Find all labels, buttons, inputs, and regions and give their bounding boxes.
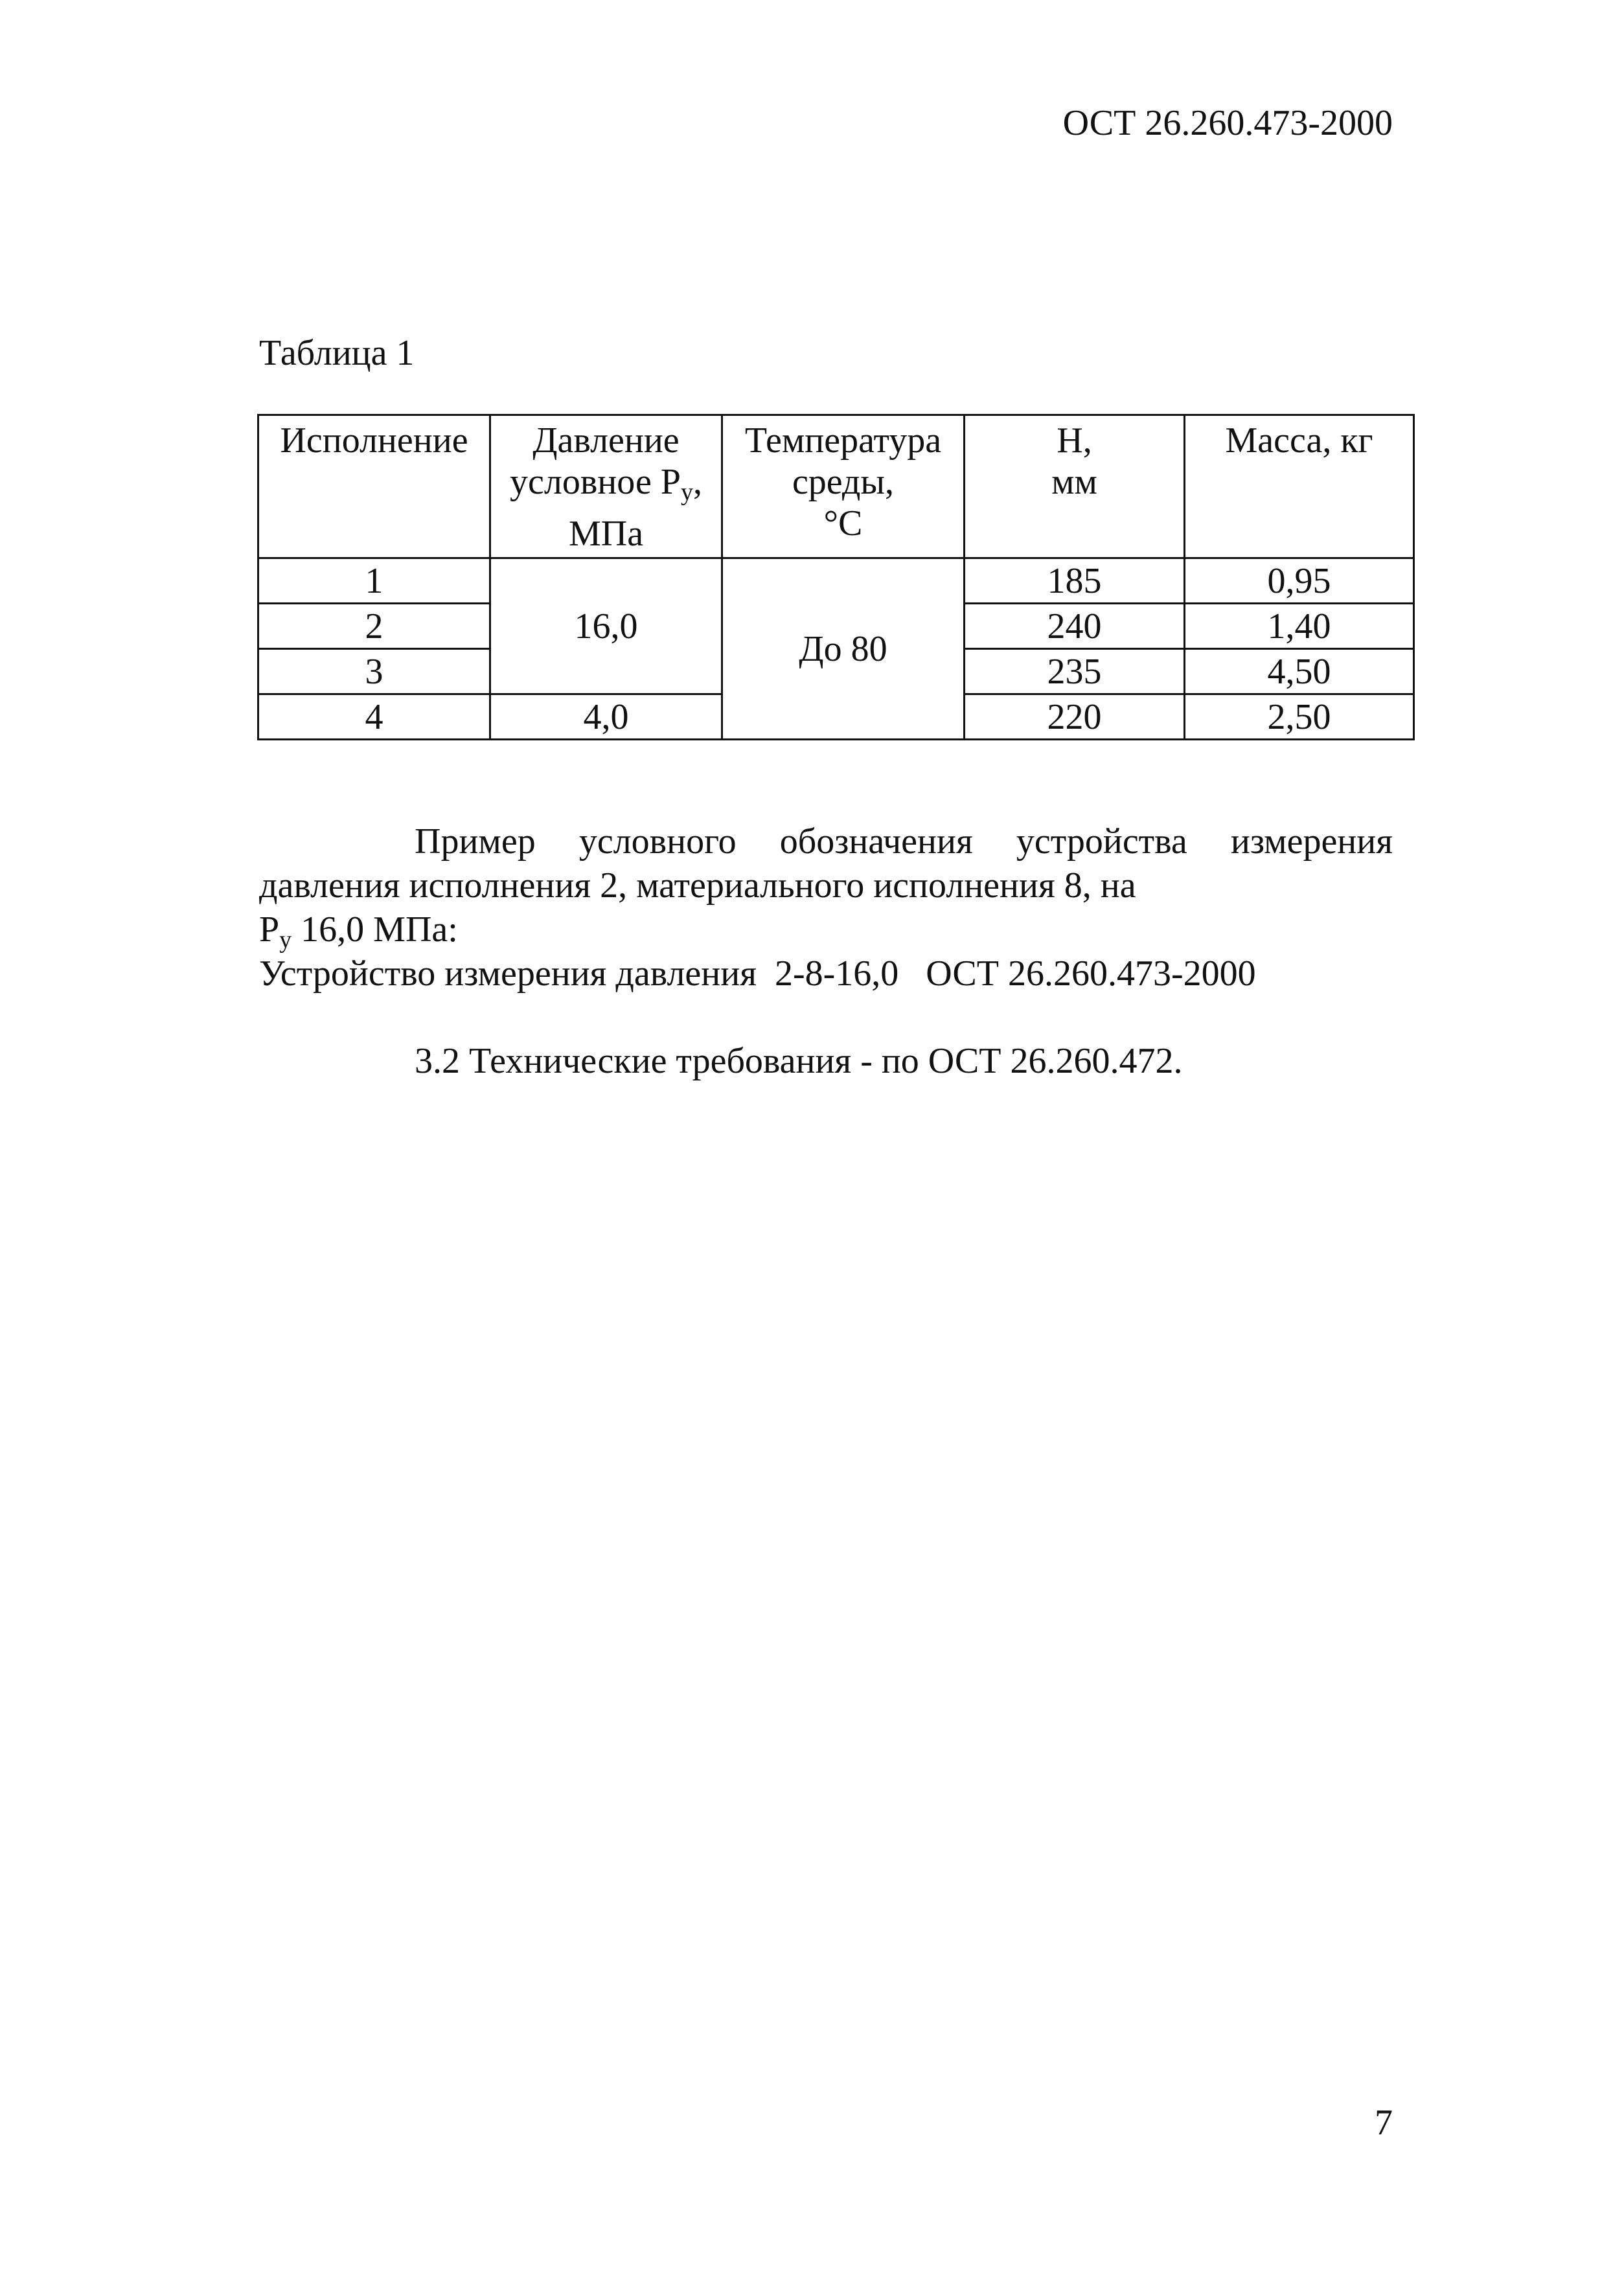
cell-mass: 0,95 xyxy=(1185,558,1414,604)
table-row xyxy=(258,558,1414,604)
cell-height: 240 xyxy=(965,604,1185,649)
cell-pressure-group-1: 16,0 xyxy=(490,558,722,694)
cell-mass: 1,40 xyxy=(1185,604,1414,649)
pressure-value: 16,0 МПа: xyxy=(292,909,458,950)
temperature-header-unit: °С xyxy=(823,503,863,543)
temperature-header-line-2: среды, xyxy=(792,462,895,502)
cell-execution: 3 xyxy=(258,649,490,694)
pressure-header-line-2 xyxy=(510,462,702,506)
cell-mass: 4,50 xyxy=(1185,649,1414,694)
pressure-header-line-1: Давление xyxy=(532,420,680,461)
pressure-symbol: P xyxy=(259,909,280,950)
cell-mass: 2,50 xyxy=(1185,694,1414,740)
designation-example-text: Пример условного обозначения устройства измерения давления исполнения 2, материального исполнения 8, на xyxy=(259,821,1393,906)
cell-execution: 2 xyxy=(258,604,490,649)
column-header-mass xyxy=(1185,415,1414,558)
designation-example-pressure xyxy=(259,909,458,954)
pressure-subscript: y xyxy=(279,926,292,954)
height-header-line-1: H, xyxy=(1057,420,1092,461)
height-header-unit: мм xyxy=(1051,462,1097,502)
column-header-temperature xyxy=(722,415,965,558)
column-header-height xyxy=(965,415,1185,558)
table-header-row xyxy=(258,415,1414,558)
specifications-table xyxy=(257,414,1415,740)
pressure-header-subscript: y xyxy=(680,479,693,506)
cell-execution: 1 xyxy=(258,558,490,604)
cell-temperature: До 80 xyxy=(722,558,965,740)
cell-height: 185 xyxy=(965,558,1185,604)
document-code: ОСТ 26.260.473-2000 xyxy=(1062,103,1393,143)
designation-line: Устройство измерения давления 2-8-16,0 ОСТ 26.260.473-2000 xyxy=(259,954,1256,994)
cell-execution: 4 xyxy=(258,694,490,740)
page-number: 7 xyxy=(1375,2103,1393,2143)
column-header-execution-label: Исполнение xyxy=(280,420,468,461)
technical-requirements-paragraph: 3.2 Технические требования - по ОСТ 26.260.472. xyxy=(415,1041,1183,1081)
table-caption: Таблица 1 xyxy=(259,333,415,373)
pressure-header-symbol: условное P xyxy=(510,462,681,502)
designation-example-paragraph xyxy=(259,819,1393,962)
cell-height: 235 xyxy=(965,649,1185,694)
cell-height: 220 xyxy=(965,694,1185,740)
pressure-header-comma: , xyxy=(692,462,702,502)
temperature-header-line-1: Температура xyxy=(744,420,942,461)
column-header-execution xyxy=(258,415,490,558)
pressure-header-unit: МПа xyxy=(568,514,644,554)
column-header-mass-label: Масса, кг xyxy=(1225,420,1373,461)
column-header-pressure xyxy=(490,415,722,558)
cell-pressure-group-2: 4,0 xyxy=(490,694,722,740)
